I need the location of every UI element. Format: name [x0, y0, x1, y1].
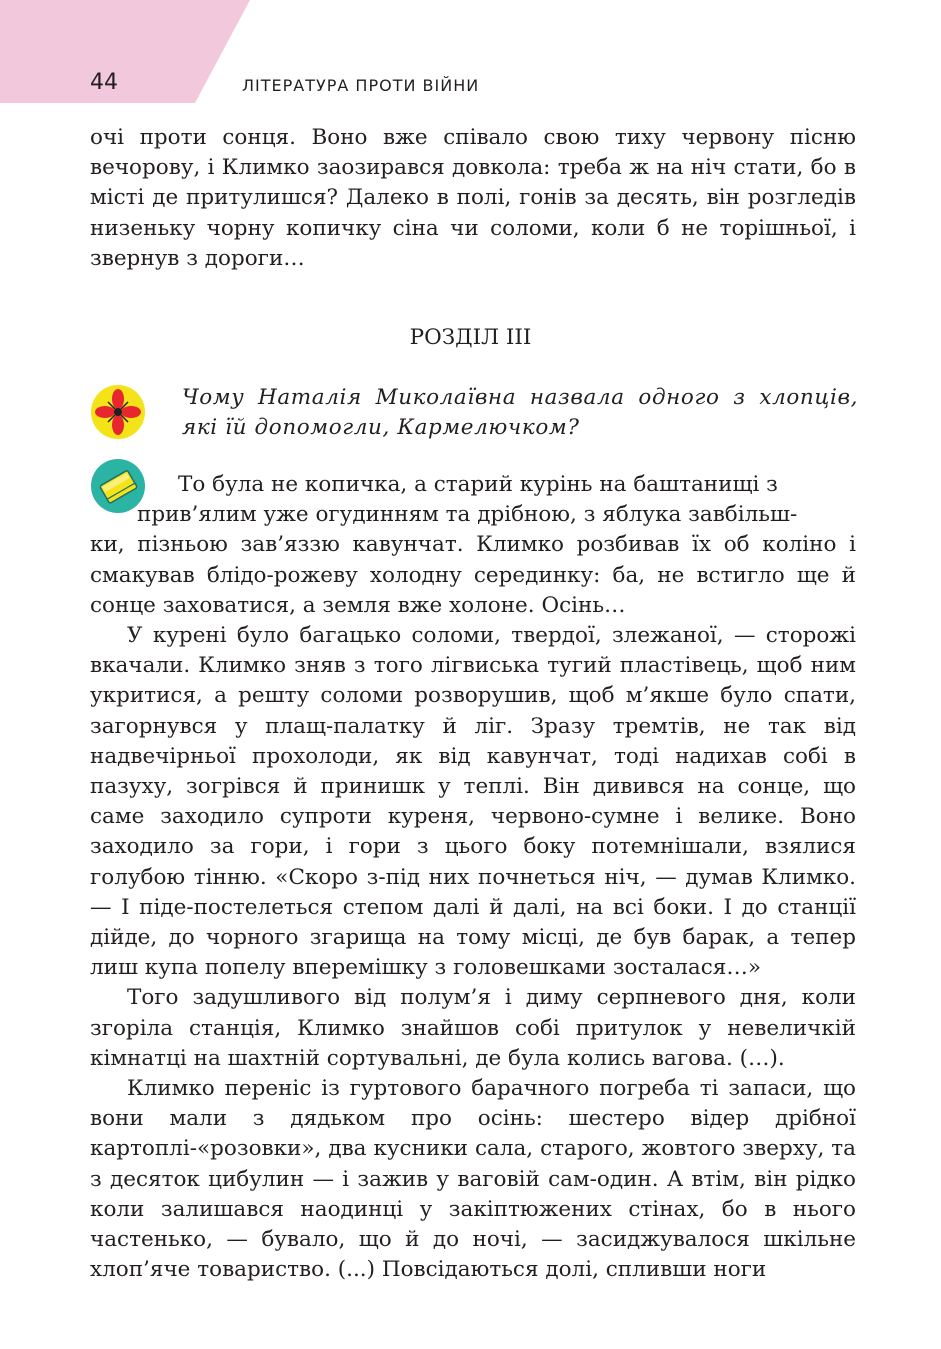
paragraph-1-line-1: То була не копичка, а старий курінь на баштанищі з	[178, 472, 778, 497]
paragraph-4: Климко переніс із гуртового барачного погреба ті запаси, що вони мали з дядьком про осінь: шестеро відер дрібної картоплі-«розовки», два кусники сала, старого, жовтого зверху, та з десяток цибулин — і зажив у ваговій сам-один. А втім, він рідко коли залишався наодинці у закіптюжених стінах, бо в нього частенько, — бувало, що й до ночі, — засиджувалося шкільне хлоп’яче товариство. (...) Повсідаються долі, спливши ноги	[90, 1076, 856, 1283]
intro-text	[90, 123, 856, 274]
running-title: ЛІТЕРАТУРА ПРОТИ ВІЙНИ	[242, 76, 480, 95]
intro-paragraph: очі проти сонця. Воно вже співало свою тиху червону пісню вечорову, і Климко заозирався довкола: треба ж на ніч стати, бо в місті де притулишся? Далеко в полі, гонів за десять, він розгледів низеньку чорну копичку сіна чи соломи, коли б не торішньої, і звернув з дороги…	[90, 125, 856, 271]
main-text	[90, 470, 856, 1285]
chapter-title: РОЗДІЛ ІІІ	[409, 325, 532, 350]
page-number: 44	[90, 70, 118, 95]
paragraph-1-rest: ки, пізньою зав’яззю кавунчат. Климко розбивав їх об коліно і смакував блідо-рожеву холодну серединку: ба, не встигло ще й сонце заховатися, а земля вже холоне. Осінь…	[90, 532, 856, 618]
question-text: Чому Наталія Миколаївна назвала одного з хлопців, які їй допомогли, Кармелючком?	[182, 385, 858, 440]
paragraph-2: У курені було багацько соломи, твердої, злежаної, — сторожі вкачали. Климко зняв з того лігвиська тугий пластівець, щоб ним укритися, а решту соломи розворушив, щоб м’якше було спати, загорнувся у плащ-палатку й ліг. Зразу тремтів, не так від надвечірньої прохолоди, як від кавунчат, тоді надихав собі в пазуху, зогрівся й принишк у теплі. Він дивився на сонце, що саме заходило супроти куреня, червоно-сумне і велике. Воно заходило за гори, і гори з цього боку потемнішали, взялися голубою тінню. «Скоро з-під них почнеться ніч, — думав Климко. — І піде-постелеться степом далі й далі, на всі боки. І до станції дійде, до чорного згарища на тому місці, де був барак, а тепер лиш купа попелу вперемішку з головешками зосталася…»	[90, 623, 856, 981]
paragraph-1-line-2: прив’ялим уже огудинням та дрібною, з яблука завбільш-	[137, 502, 798, 528]
flower-icon	[90, 384, 146, 440]
header-tab	[0, 0, 250, 103]
paragraph-3: Того задушливого від полум’я і диму серпневого дня, коли згоріла станція, Климко знайшов собі притулок у невеличкій кімнатці на шахтній сортувальні, де була колись вагова. (…).	[90, 985, 856, 1071]
